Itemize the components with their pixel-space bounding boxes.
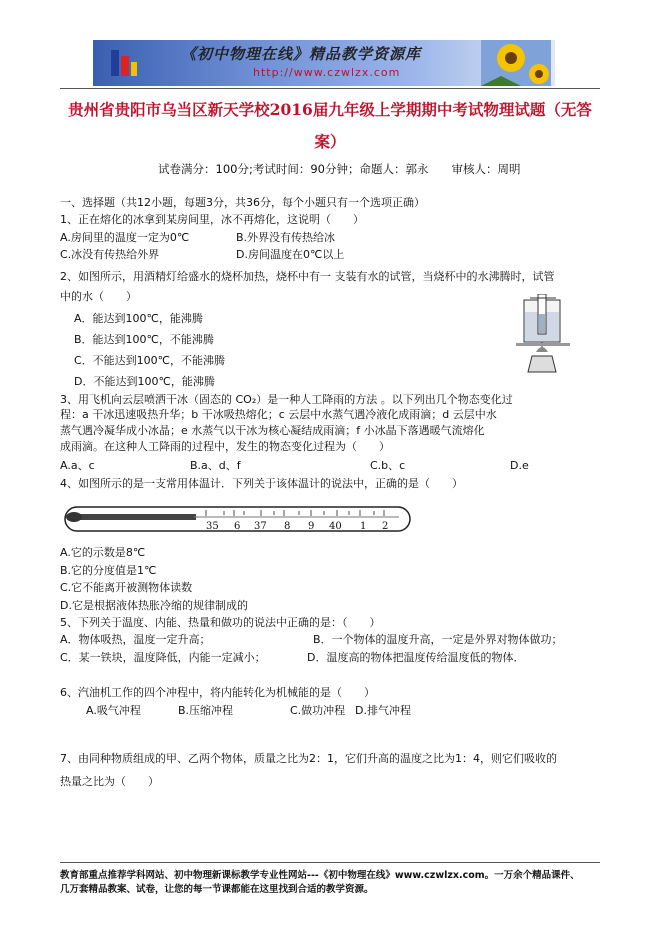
q3-option-b: B.a、d、f [190,459,241,472]
q5-option-c: C．某一铁块，温度降低，内能一定减小； [60,651,266,664]
q6-option-d: D.排气冲程 [355,704,411,717]
banner-title: 《初中物理在线》精品教学资源库 [181,45,422,63]
q5-option-a: A．物体吸热，温度一定升高； [60,633,211,646]
scale-label-37: 37 [254,521,267,532]
q1-option-d: D.房间温度在0℃以上 [236,248,345,261]
q3-option-a: A.a、c [60,459,95,472]
q3-option-c: C.b、c [370,459,406,472]
q2-option-b: B．能达到100℃，不能沸腾 [74,333,214,346]
q4-option-a: A.它的示数是8℃ [60,546,146,559]
scale-label-36: 6 [234,521,241,532]
q3-stem-line-3: 蒸气遇冷凝华成小冰晶；e 水蒸气以干冰为核心凝结成雨滴；f 小冰晶下落遇暖气流熔化 [60,424,485,437]
q4-option-b: B.它的分度值是1℃ [60,564,157,577]
q4-option-d: D.它是根据液体热胀冷缩的规律制成的 [60,599,248,612]
q2-option-a: A．能达到100℃，能沸腾 [74,312,203,325]
scale-label-42: 2 [382,521,389,532]
q3-option-d: D.e [510,459,529,472]
q1-option-a: A.房间里的温度一定为0℃ [60,231,190,244]
beaker-heating-figure [516,294,570,374]
document-title: 贵州省贵阳市乌当区新天学校2016届九年级上学期期中考试物理试题（无答 [68,100,592,119]
scale-label-35: 35 [206,521,219,532]
q6-option-b: B.压缩冲程 [178,704,234,717]
banner-url[interactable]: http://www.czwlzx.com [253,66,401,79]
document-title-continued: 案） [314,132,346,151]
q3-stem-line-2: 程：a 干冰迅速吸热升华；b 干冰吸热熔化；c 云层中水蒸气遇冷液化成雨滴；d 云层中水 [60,408,497,421]
q2-stem: 2、如图所示，用酒精灯给盛水的烧杯加热，烧杯中有一 支装有水的试管，当烧杯中的水沸腾时，试管 [60,270,555,283]
site-logo-icon [107,46,141,80]
footer-line-2: 几万套精品教案、试卷，让您的每一节课都能在这里找到合适的教学资源。 [60,884,374,895]
sunflower-icon [481,40,551,86]
section-heading: 一、选择题（共12小题，每题3分，共36分，每个小题只有一个选项正确） [60,196,425,209]
q6-stem: 6、汽油机工作的四个冲程中，将内能转化为机械能的是（ ） [60,686,375,699]
q7-stem-line-1: 7、由同种物质组成的甲、乙两个物体，质量之比为2：1，它们升高的温度之比为1：4，则它们吸收的 [60,752,557,765]
q1-stem: 1、正在熔化的冰拿到某房间里，冰不再熔化，这说明（ ） [60,213,364,226]
scale-label-38: 8 [284,521,291,532]
q1-option-b: B.外界没有传热给冰 [236,231,336,244]
q5-option-b: B．一个物体的温度升高，一定是外界对物体做功； [313,633,563,646]
q5-option-d: D．温度高的物体把温度传给温度低的物体． [307,651,525,664]
q4-stem: 4、如图所示的是一支常用体温计．下列关于该体温计的说法中，正确的是（ ） [60,477,463,490]
scale-label-41: 1 [360,521,367,532]
q1-option-c: C.冰没有传热给外界 [60,248,160,261]
q4-option-c: C.它不能离开被测物体读数 [60,581,193,594]
q3-stem-line-1: 3、用飞机向云层喷洒干冰（固态的 CO₂）是一种人工降雨的方法 。以下列出几个物态变化过 [60,393,513,406]
q7-stem-line-2: 热量之比为（ ） [60,775,159,788]
q6-option-a: A.吸气冲程 [86,704,141,717]
header-rule [60,88,600,89]
q5-stem: 5、下列关于温度、内能、热量和做功的说法中正确的是：（ ） [60,616,381,629]
q2-option-d: D．不能达到100℃，能沸腾 [74,375,215,388]
footer-rule [60,862,600,863]
scale-label-40: 40 [329,521,342,532]
thermometer-figure [64,502,414,536]
scale-label-39: 9 [308,521,315,532]
q3-stem-line-4: 成雨滴。在这种人工降雨的过程中，发生的物态变化过程为（ ） [60,440,390,453]
q6-option-c: C.做功冲程 [290,704,346,717]
q2-option-c: C．不能达到100℃，不能沸腾 [74,354,226,367]
exam-info: 试卷满分：100分;考试时间：90分钟；命题人：郭永 审核人：周明 [158,162,521,176]
header-banner [93,40,555,86]
footer-line-1: 教育部重点推荐学科网站、初中物理新课标教学专业性网站---《初中物理在线》www.czwlzx.com。一万余个精品课件、 [60,870,580,881]
q2-stem-continued: 中的水（ ） [60,290,137,303]
